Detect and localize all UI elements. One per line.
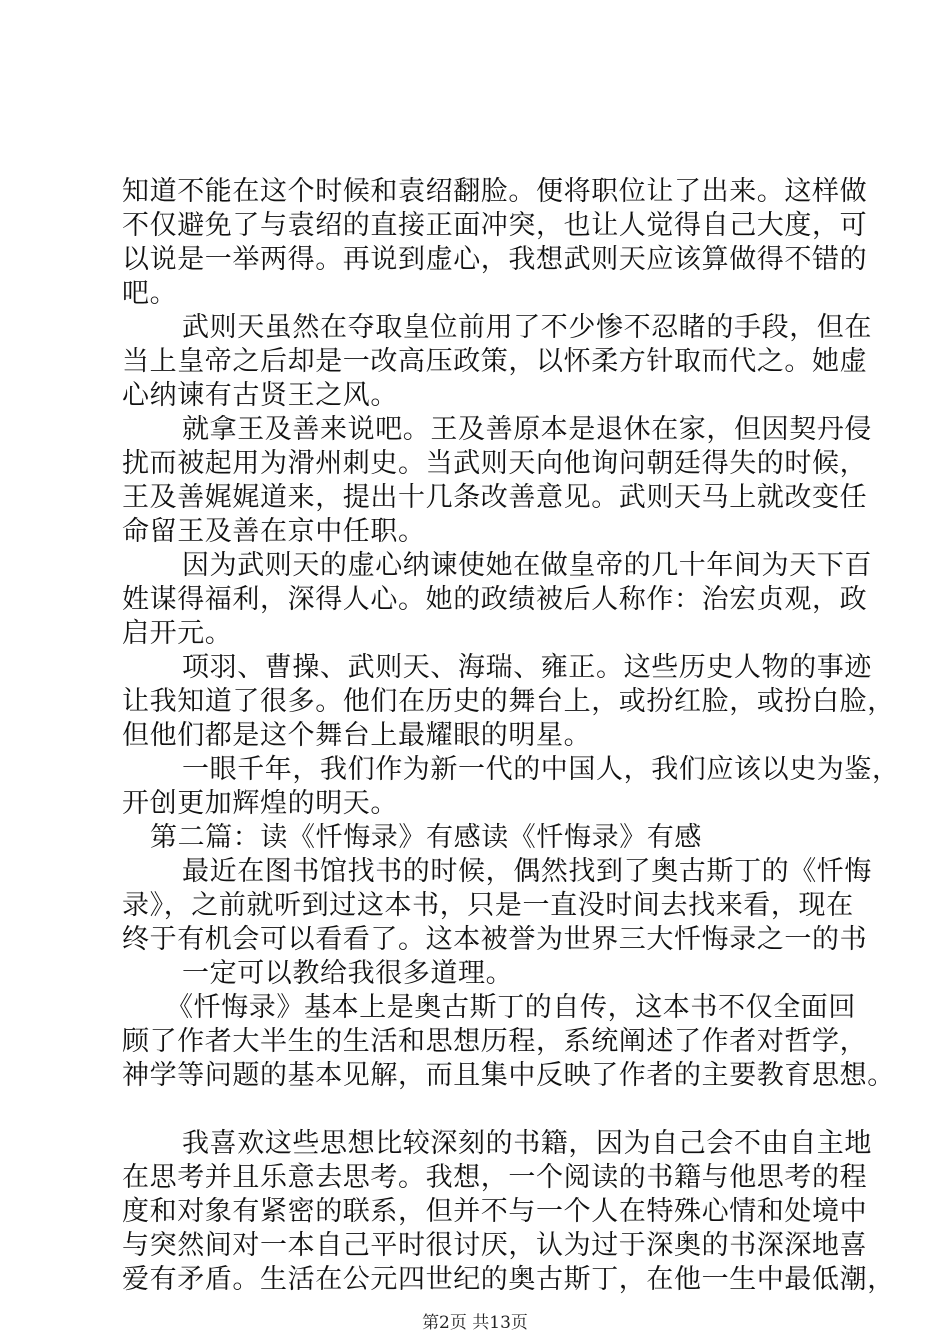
text-line: 开创更加辉煌的明天。 <box>122 788 398 819</box>
text-line: 项羽、曹操、武则天、海瑞、雍正。这些历史人物的事迹 <box>182 652 872 683</box>
text-line: 一定可以教给我很多道理。 <box>182 958 514 989</box>
text-line: 吧。 <box>122 278 178 309</box>
text-line: 启开元。 <box>122 618 233 649</box>
text-line: 但他们都是这个舞台上最耀眼的明星。 <box>122 720 592 751</box>
section-heading: 第二篇：读《忏悔录》有感读《忏悔录》有感 <box>150 822 702 853</box>
text-line: 顾了作者大半生的生活和思想历程，系统阐述了作者对哲学， <box>122 1026 868 1057</box>
text-line: 扰而被起用为滑州刺史。当武则天向他询问朝廷得失的时候， <box>122 448 868 479</box>
text-line: 与突然间对一本自己平时很讨厌，认为过于深奥的书深深地喜 <box>122 1230 868 1261</box>
text-line: 最近在图书馆找书的时候，偶然找到了奥古斯丁的《忏悔 <box>182 856 872 887</box>
text-line: 在思考并且乐意去思考。我想，一个阅读的书籍与他思考的程 <box>122 1162 868 1193</box>
text-line: 就拿王及善来说吧。王及善原本是退休在家，但因契丹侵 <box>182 414 872 445</box>
text-line: 度和对象有紧密的联系，但并不与一个人在特殊心情和处境中 <box>122 1196 868 1227</box>
page-number-footer: 第2页 共13页 <box>422 1313 528 1333</box>
text-line: 录》，之前就听到过这本书，只是一直没时间去找来看，现在 <box>122 890 854 921</box>
text-line: 心纳谏有古贤王之风。 <box>122 380 398 411</box>
text-line: 我喜欢这些思想比较深刻的书籍，因为自己会不由自主地 <box>182 1128 872 1159</box>
text-line: 因为武则天的虚心纳谏使她在做皇帝的几十年间为天下百 <box>182 550 872 581</box>
text-line: 王及善娓娓道来，提出十几条改善意见。武则天马上就改变任 <box>122 482 868 513</box>
text-line: 以说是一举两得。再说到虚心，我想武则天应该算做得不错的 <box>122 244 868 275</box>
text-line: 《忏悔录》基本上是奥古斯丁的自传，这本书不仅全面回 <box>166 992 856 1023</box>
text-line: 一眼千年，我们作为新一代的中国人，我们应该以史为鉴， <box>182 754 900 785</box>
text-line: 终于有机会可以看看了。这本被誉为世界三大忏悔录之一的书 <box>122 924 868 955</box>
text-line: 姓谋得福利，深得人心。她的政绩被后人称作：治宏贞观，政 <box>122 584 868 615</box>
text-line: 不仅避免了与袁绍的直接正面冲突，也让人觉得自己大度，可 <box>122 210 868 241</box>
text-line: 知道不能在这个时候和袁绍翻脸。便将职位让了出来。这样做 <box>122 176 868 207</box>
text-line: 让我知道了很多。他们在历史的舞台上，或扮红脸，或扮白脸， <box>122 686 895 717</box>
text-line: 武则天虽然在夺取皇位前用了不少惨不忍睹的手段，但在 <box>182 312 872 343</box>
text-line: 神学等问题的基本见解，而且集中反映了作者的主要教育思想。 <box>122 1060 895 1091</box>
text-line: 当上皇帝之后却是一改高压政策，以怀柔方针取而代之。她虚 <box>122 346 868 377</box>
text-line: 命留王及善在京中任职。 <box>122 516 426 547</box>
text-line: 爱有矛盾。生活在公元四世纪的奥古斯丁，在他一生中最低潮， <box>122 1264 895 1295</box>
